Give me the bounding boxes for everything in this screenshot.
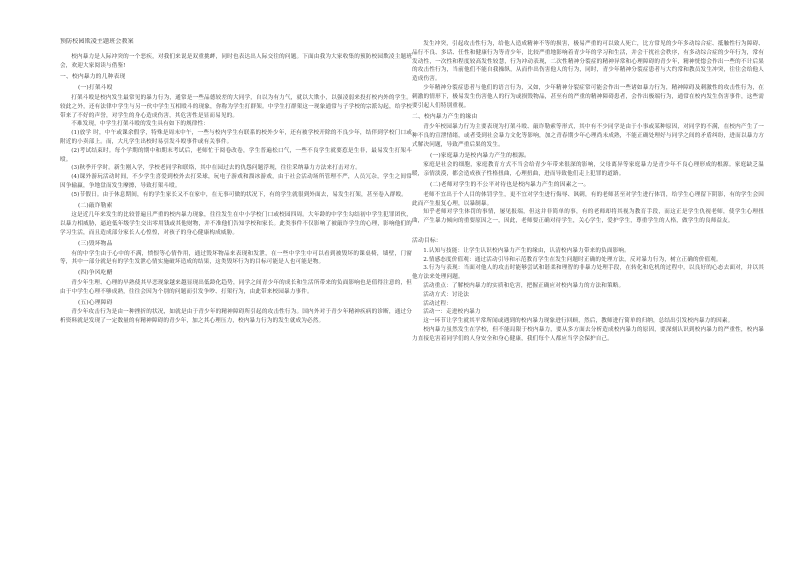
subsection-heading: (一)家庭暴力是校内暴力产生的根源。 bbox=[430, 152, 530, 159]
paragraph: 校内暴力是人际冲突的一个恶疾，对我们来说是双重挑衅，同时也表达出人际交往的问题。下面由我为大家收集的预防校园欺凌主题班会，欢迎大家阅读与借鉴! bbox=[60, 53, 412, 69]
paragraph: 1.认知与技能：让学生认识校内暴力产生的缘由，认清校内暴力带来的负面影响。 bbox=[423, 247, 630, 254]
paragraph: 打架斗殴是校内发生最常见的暴力行为，通常是一些品德较差的大同学，自以为有力气，就以大欺小，以强凌弱来投打校内外的学生。较此之外，还有法律中学生与另一伙中学生互相殴斗的现象，你称为学生打群架。中学生打群架这一现象通常与子学校的宗派勾起，给学校带来了不好的声誉，对学生的身心造成伤害，其危害性是显而易见的。 bbox=[60, 94, 412, 119]
subsection-heading: (一)打架斗殴 bbox=[78, 85, 113, 92]
right-column bbox=[412, 40, 764, 562]
paragraph: 校内暴力虽然发生在学校，但不能局限于校内暴力，要从多方面去分析造成校内暴力的原因，要深刻认识到校内暴力的严重性，校内暴力直接危害着同学们的人身安全和身心健康，我们每个人都应当学会保护自己。 bbox=[412, 326, 764, 342]
document-title: 预防校园欺凌主题班会教案 bbox=[60, 38, 134, 45]
paragraph: 知乎老师对学生体罚的事情，屡见报端，但这并非简单的事，有的老师却将其视为教育手段，而这正是学生仇视老师，使学生心理扭曲，产生暴力倾向的重要原因之一，因此，老师要正确对待学生，关心学生，爱护学生，尊重学生的人格，做学生的良师益友。 bbox=[412, 209, 764, 225]
subsection-heading: (三)毁坏物品 bbox=[78, 240, 113, 247]
paragraph: (5)节假日。由于休息期间，有的学生家长又不在家中，在无事可做的状况下，有的学生就很到外面去，易发生打架，甚至卷入群殴。 bbox=[71, 191, 407, 198]
right-column-body bbox=[412, 40, 764, 344]
paragraph: 老师不宜出于个人目的体罚学生，更不宜对学生进行侮辱、讽刺，有的老师甚至对学生进行体罚，给学生心理留下阴影，有的学生会因此而产生报复心理，以暴制暴。 bbox=[412, 191, 764, 207]
paragraph: 活动一：走进校内暴力 bbox=[423, 309, 481, 316]
paragraph: 不难发现，中学生打架斗殴的发生具有如下的规律性： bbox=[71, 121, 210, 128]
paragraph: 3.行为与表现：当面对他人的攻击时能够尝试和谐柔和理智的非暴力处理手段，在转化和危机的过程中，以良好的心态去面对，并以其他方法来处理问题。 bbox=[412, 265, 764, 281]
paragraph: 活动重点：了解校内暴力的实质和危害，把握正确应对校内暴力的方法和策略。 bbox=[423, 282, 625, 289]
subsection-heading: (二)敲诈勒索 bbox=[78, 202, 113, 209]
section-heading: 活动目标： bbox=[412, 237, 442, 244]
section-heading: 二、校内暴力产生的缘由 bbox=[412, 114, 478, 121]
subsection-heading: (二)老师对学生的不公平对待也是校内暴力产生的因素之一。 bbox=[430, 181, 590, 188]
paragraph: 少年精神分裂症患者与他们的语言行为，又如，少年精神分裂症常可能会作出一些诸如暴力行为，精神障碍及刺激性的攻击性行为，在刺激的情形下，极易发生伤害他人的行为或损毁物品，甚至有的严重的精神障碍患者，会作出极端行为，通常在校内发生伤害事件，这些需要引起人们特别重视。 bbox=[412, 84, 764, 109]
paragraph: (3)秋季开学时。新生刚入学，学校老同学和联络，其中在园过去的仇怨问题浮现，往往采纳暴力方法来打击对方。 bbox=[71, 165, 362, 172]
paragraph: (1)放学 时，中午或课余假学，特殊是周末中午，一些与校内学生有联系的校外少年，还有被学校开除的不良少年，结伴到学校门口或附近的小卖部上。而，大凡学生出校时易引发斗殴事件或有关事件。 bbox=[60, 130, 412, 145]
paragraph: 发生冲突，引起攻击性行为，给他人造成精神不等的损害，极易严重的可以致人死亡，比方常见的少年多动综合症、抵触性行为障碍、品行不良、多话、任性和健康行为等青少年，比较严重地影响着青少年的学习和生活，并会干扰社会秩序，有多动综合症的少年行为，常有发动性，一次性和程度较高发性较慧，行为冲动表现，二次性精神分裂症的精神异常和心理障碍的青少年，精神恍惚会作出一些的不计后果的攻击性行为，当前他们不能自我操纵，从而作出伤害他人的行为，同时，青少年精神分裂症患者与大约常和教员发生冲突，往往会给他人造成伤害。 bbox=[412, 41, 764, 83]
paragraph: 有的中学生由于心中的不满，愤恨等心情作用，通过毁坏物品来表现和发泄，在一些中学生中可以看到被毁坏的课桌椅，墙壁，门窗等，其中一部分就是有的学生发泄心情实施破坏造成的结果，这类毁坏行为的目标可能是人也可能是物。 bbox=[60, 250, 412, 266]
paragraph: 青少年校园暴力行为主要表现为打架斗殴、敲诈勒索等形式，其中有不少同学是由于小事或某种原因，对同学的不满，在校内产生了一种不良的宣泄情绪，或者受到社会暴力文化等影响，加之青春期少年心理尚未成熟，不能正确处理好与同学之间的矛盾纠纷，进而以暴力方式解决问题，导致严重后果的发生。 bbox=[412, 124, 764, 148]
paragraph: 2.情感态度价值观：通过活动引导和示范教育学生在发生问题时正确的处理方法，反对暴力行为，树立正确的价值观。 bbox=[423, 256, 722, 263]
subsection-heading: (四)争风吃醋 bbox=[78, 270, 113, 277]
paragraph: 家庭是社会的细胞，家庭教育方式不当会给青少年带来很深的影响，父母离异等家庭暴力是青少年不良心理形成的根源。家庭缺乏温暖，亲情淡漠，都会造成孩子性格扭曲，心理扭曲，进而导致他们走上犯罪的道路。 bbox=[412, 162, 764, 178]
paragraph: 这一环节让学生就其平常所闻或遇到的校内暴力现象进行回顾，然后，教师进行简单的归纳，总结出引发校内暴力的因素。 bbox=[423, 318, 734, 325]
section-gap bbox=[412, 226, 764, 234]
paragraph: 青少年攻击行为是由一种挫折的状况，如就是由于青少年的精神障碍所引起的攻击性行为。国内外对于青少年精神疾病的诊断，通过分析资料就是发现了一定数量的有精神障碍的青少年，加之其心理压力，校内暴力行为的发生就成为必然。 bbox=[60, 309, 412, 325]
paragraph: (2)考试结束时。每个学期的期中和期末考试后，老师忙于阅卷改卷，学生普遍松口气，一些不良学生就要惹是生非，最易发生打架斗殴。 bbox=[60, 147, 412, 163]
subsection-heading: (五)心理障碍 bbox=[78, 299, 113, 306]
paragraph: 活动过程： bbox=[423, 300, 452, 307]
paragraph: 青少年生理、心理的早熟使其早恋现象越来越显现出低龄化趋势，同学之间青少年的成长和生活所带来的负面影响也是值得注意的，但由于中学生心理不够成熟，往往会因为个别的问题而引发争吵、打架行为，由此带来校园暴力事件。 bbox=[60, 279, 412, 295]
section-heading: 一、校内暴力的几种表现 bbox=[60, 74, 126, 81]
paragraph: 这是近几年来发生的比较普遍且严重的校内暴力现象，往往发生在中小学校门口或校园四周。大年龄的中学生勾结初中学生犯罪团伙，以暴力相威胁，逼迫低年级学生交出零用钱或其他财物，并不准他们告知学校和家长。此类事件不仅影响了被敲诈学生的心理，影响他们的学习生活，而且造成部分家长人心惶惶，对孩子的身心健康构成威胁。 bbox=[60, 212, 412, 236]
paragraph: 活动方式：讨论法 bbox=[423, 291, 470, 298]
paragraph: (4)课外游玩活动时间，不少学生喜爱到校外去打采球，玩电子游戏和溜冰游戏，由于社会活动场所管理不严，人员冗杂，学生之间常因争输赢，争地盘而发生摩擦，导致打架斗殴。 bbox=[60, 174, 412, 189]
left-column-body bbox=[60, 53, 412, 326]
left-column bbox=[60, 38, 412, 560]
